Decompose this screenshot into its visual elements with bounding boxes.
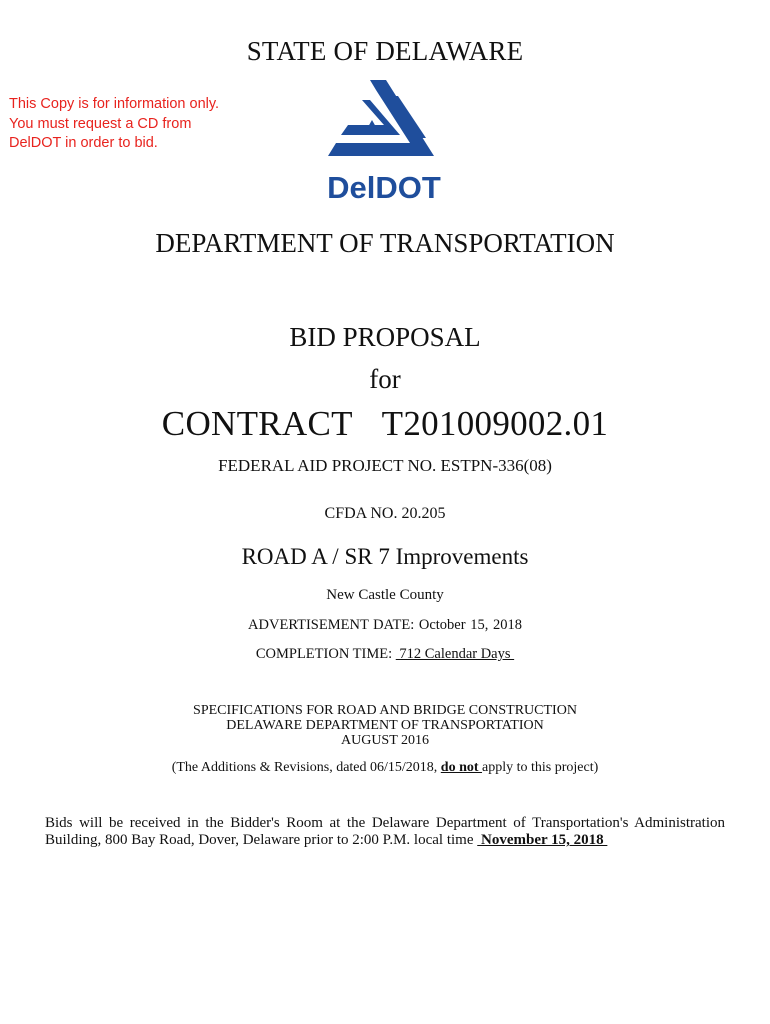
advertisement-date: October 15, 2018 xyxy=(418,617,522,633)
completion-time-line xyxy=(0,646,770,663)
specifications-block xyxy=(0,703,770,748)
advertisement-label: ADVERTISEMENT DATE: xyxy=(248,617,415,633)
specifications-line: AUGUST 2016 xyxy=(340,733,430,748)
cfda-number: CFDA NO. 20.205 xyxy=(324,505,446,522)
specifications-line: DELAWARE DEPARTMENT OF TRANSPORTATION xyxy=(226,718,544,733)
project-name: ROAD A / SR 7 Improvements xyxy=(241,544,529,569)
additions-text-post: apply to this project) xyxy=(482,760,599,775)
additions-do-not: do not xyxy=(440,760,483,775)
bids-paragraph xyxy=(45,815,725,849)
logo-text: DelDOT xyxy=(327,170,441,204)
county: New Castle County xyxy=(326,587,444,603)
completion-label: COMPLETION TIME: xyxy=(255,646,393,662)
notice-line: You must request a CD from xyxy=(9,115,192,132)
additions-revisions-note xyxy=(0,760,770,776)
federal-aid-project: FEDERAL AID PROJECT NO. ESTPN-336(08) xyxy=(218,456,552,475)
notice-line: This Copy is for information only. xyxy=(9,96,220,112)
advertisement-date-line xyxy=(0,617,770,634)
bids-text: Bids will be received in the Bidder's Room at the Delaware Department of Transportation's Administration Building, 800 Bay Road, Dover, Delaware prior to 2:00 P.M. local time xyxy=(45,815,725,848)
deldot-logo xyxy=(326,76,442,204)
information-notice xyxy=(9,95,219,154)
for-label: for xyxy=(369,364,401,394)
state-title: STATE OF DELAWARE xyxy=(246,36,524,66)
specifications-line: SPECIFICATIONS FOR ROAD AND BRIDGE CONSTRUCTION xyxy=(193,703,577,718)
bid-proposal-title: BID PROPOSAL xyxy=(289,322,481,352)
additions-text-pre: (The Additions & Revisions, dated 06/15/2018, xyxy=(171,760,441,775)
bid-due-date: November 15, 2018 xyxy=(477,832,608,848)
contract-number: CONTRACT T201009002.01 xyxy=(161,404,609,443)
department-title: DEPARTMENT OF TRANSPORTATION xyxy=(155,228,615,258)
completion-time: 712 Calendar Days xyxy=(395,646,515,662)
notice-line: DelDOT in order to bid. xyxy=(9,135,158,151)
